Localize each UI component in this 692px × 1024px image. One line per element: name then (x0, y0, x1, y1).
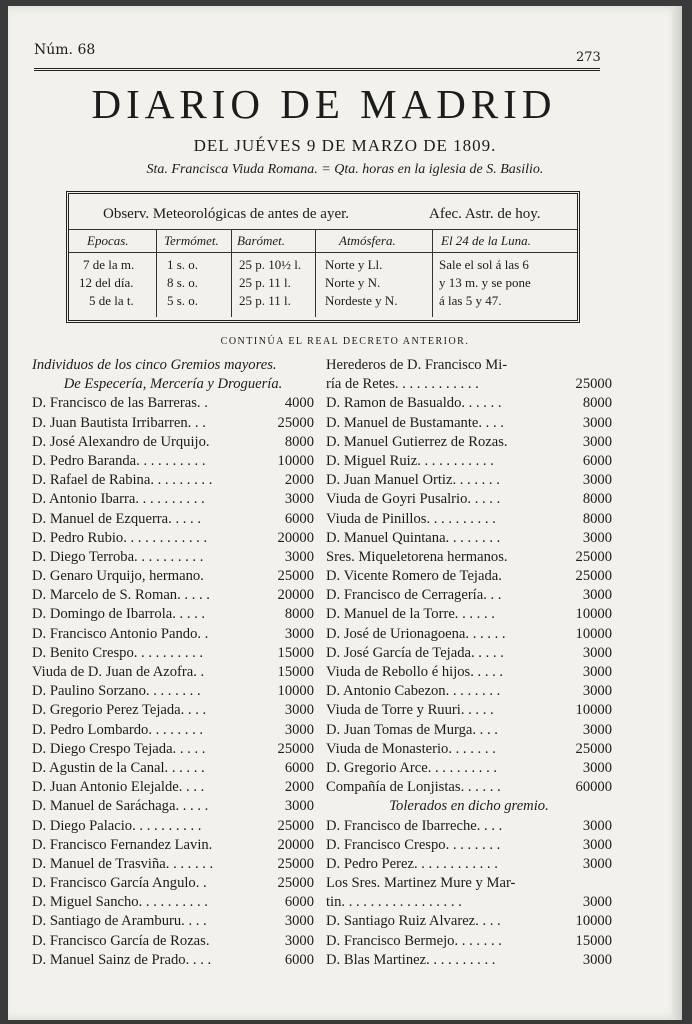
entry-name: D. Pedro Perez. . . . . . . . . . . . (326, 855, 498, 872)
entry-name: D. Ramon de Basualdo. . . . . . (326, 395, 502, 412)
entry-amount: 3000 (284, 548, 314, 565)
entry-name: tin. . . . . . . . . . . . . . . . . (326, 894, 462, 911)
entry-name: D. Manuel Gutierrez de Rozas. (326, 433, 508, 450)
entry-amount: 25000 (277, 817, 314, 834)
entry-name: Individuos de los cinco Gremios mayores. (32, 357, 277, 373)
list-item (326, 663, 612, 682)
entry-amount: 10000 (575, 606, 612, 623)
entry-amount: 25000 (277, 568, 314, 585)
list-item (326, 951, 612, 970)
entry-name: D. Miguel Sancho. . . . . . . . . . (32, 894, 208, 911)
atm-cell: Nordeste y N. (325, 293, 398, 308)
epoca-cell: 7 de la m. (83, 257, 135, 272)
page-number: 273 (576, 50, 601, 65)
entry-name: D. Rafael de Rabina. . . . . . . . . (32, 472, 213, 489)
entry-name: Viuda de D. Juan de Azofra. . (32, 664, 205, 680)
list-item (32, 893, 314, 912)
entry-amount: 25000 (277, 855, 314, 872)
entry-name: ría de Retes. . . . . . . . . . . . (326, 376, 479, 393)
entry-name: Los Sres. Martinez Mure y Mar- (326, 875, 516, 892)
entry-name: D. Manuel de Saráchaga. . . . . (32, 798, 209, 815)
entry-name: D. Francisco Bermejo. . . . . . . (326, 932, 502, 949)
list-item (326, 471, 612, 490)
entry-amount: 20000 (277, 529, 314, 546)
header-rule (34, 68, 600, 71)
entry-amount: 10000 (575, 913, 612, 930)
entry-name: D. Francisco de Cerragería. . . (326, 587, 502, 604)
list-item (326, 797, 612, 816)
list-item (326, 778, 612, 797)
list-item (326, 759, 612, 778)
entry-name: D. Benito Crespo. . . . . . . . . . (32, 644, 204, 661)
entry-amount: 10000 (277, 452, 314, 469)
entry-name: D. Diego Palacio. . . . . . . . . . (32, 817, 202, 834)
entry-name: D. Manuel de la Torre. . . . . . (326, 606, 495, 623)
entry-name: D. Francisco Antonio Pando. . (32, 625, 209, 642)
page-edge (672, 6, 682, 1020)
entry-name: Compañía de Lonjistas. . . . . . (326, 779, 501, 796)
entry-amount: 3000 (582, 855, 612, 872)
masthead-title: DIARIO DE MADRID (91, 81, 557, 127)
entry-name: D. Vicente Romero de Tejada. (326, 568, 502, 585)
entry-amount: 25000 (277, 414, 314, 431)
list-item (326, 932, 612, 951)
entry-name: D. Manuel Sainz de Prado. . . . (32, 951, 212, 968)
saint-of-day: Sta. Francisca Viuda Romana. = Qta. horas en la iglesia de S. Basilio. (146, 162, 544, 177)
atm-cell: Norte y N. (325, 275, 381, 290)
list-item (32, 721, 314, 740)
entry-name: D. Manuel de Bustamante. . . . (326, 414, 504, 431)
entry-name: D. Miguel Ruiz. . . . . . . . . . . (326, 452, 494, 469)
entry-amount: 20000 (277, 587, 314, 604)
entry-amount: 6000 (284, 759, 314, 776)
divider (69, 229, 577, 230)
list-item (326, 567, 612, 586)
epoca-cell: 5 de la t. (89, 293, 134, 308)
entry-amount: 3000 (582, 664, 612, 680)
list-item (326, 874, 612, 893)
entry-amount: 8000 (582, 510, 612, 527)
luna-line: Sale el sol á las 6 (439, 257, 529, 272)
list-item (32, 951, 314, 970)
entry-name: D. Paulino Sorzano. . . . . . . . (32, 683, 201, 700)
entry-name: D. Pedro Lombardo. . . . . . . . (32, 721, 204, 738)
list-item (326, 394, 612, 413)
entry-name: Sres. Miqueletorena hermanos. (326, 548, 508, 565)
col-baromet: Barómet. (237, 233, 286, 248)
entry-name: D. Antonio Ibarra. . . . . . . . . . (32, 491, 205, 508)
col-atmosfera: Atmósfera. (339, 233, 396, 248)
list-item (326, 586, 612, 605)
entry-amount: 6000 (284, 894, 314, 911)
list-item (32, 375, 314, 394)
left-column (32, 356, 314, 970)
list-item (32, 452, 314, 471)
entry-amount: 3000 (582, 644, 612, 661)
list-item (326, 375, 612, 394)
entry-name: D. Manuel de Ezquerra. . . . . (32, 510, 201, 527)
list-item (32, 605, 314, 624)
entry-name: D. Domingo de Ibarrola. . . . . (32, 606, 206, 623)
entry-amount: 15000 (575, 932, 612, 949)
entry-amount: 3000 (582, 951, 612, 968)
list-item (32, 567, 314, 586)
list-item (326, 912, 612, 931)
col-luna: El 24 de la Luna. (441, 233, 531, 248)
entry-amount: 2000 (284, 779, 314, 796)
list-item (32, 471, 314, 490)
atm-cell: Norte y Ll. (325, 257, 383, 272)
entry-amount: 3000 (284, 702, 314, 719)
entry-amount: 8000 (284, 606, 314, 623)
entry-name: D. Francisco de Ibarreche. . . . (326, 817, 503, 834)
entry-amount: 3000 (582, 433, 612, 450)
entry-name: D. Gregorio Perez Tejada. . . . (32, 702, 207, 719)
entry-name: D. Agustin de la Canal. . . . . . (32, 759, 205, 776)
entry-name: D. Diego Crespo Tejada. . . . . (32, 740, 206, 757)
entry-name: D. Francisco Crespo. . . . . . . . (326, 836, 501, 853)
weather-table (66, 191, 580, 323)
list-item (32, 740, 314, 759)
entry-amount: 3000 (284, 913, 314, 930)
list-item (32, 778, 314, 797)
list-item (32, 548, 314, 567)
entry-amount: 10000 (575, 625, 612, 642)
list-item (32, 932, 314, 951)
baro-cell: 25 p. 11 l. (239, 275, 291, 290)
baro-cell: 25 p. 11 l. (239, 293, 291, 308)
list-item (32, 625, 314, 644)
entry-amount: 3000 (284, 721, 314, 738)
astro-heading: Afec. Astr. de hoy. (429, 206, 541, 222)
list-item (32, 912, 314, 931)
divider (231, 229, 232, 317)
list-item (32, 586, 314, 605)
entry-name: D. Juan Tomas de Murga. . . . (326, 721, 498, 738)
entry-amount: 3000 (582, 683, 612, 700)
entry-name: D. Francisco de las Barreras. . (32, 395, 208, 412)
entry-amount: 3000 (582, 529, 612, 546)
epoca-cell: 12 del día. (79, 275, 134, 290)
entry-name: Herederos de D. Francisco Mi- (326, 357, 508, 373)
entry-name: Viuda de Goyri Pusalrio. . . . . (326, 491, 501, 508)
divider (432, 229, 433, 317)
list-item (326, 414, 612, 433)
entry-amount: 60000 (575, 779, 612, 796)
divider (69, 252, 577, 253)
entry-amount: 8000 (284, 433, 314, 450)
baro-cell: 25 p. 10½ l. (239, 257, 302, 272)
list-item (32, 529, 314, 548)
list-item (32, 836, 314, 855)
entry-name: D. Santiago de Aramburu. . . . (32, 913, 207, 930)
entry-name: D. Juan Manuel Ortiz. . . . . . . (326, 472, 500, 489)
entry-amount: 25000 (575, 548, 612, 565)
list-item (32, 394, 314, 413)
entry-amount: 2000 (284, 472, 314, 489)
entry-amount: 3000 (284, 798, 314, 815)
entry-name: D. Blas Martinez. . . . . . . . . . (326, 951, 496, 968)
entry-name: De Especería, Mercería y Droguería. (63, 376, 283, 393)
list-item (326, 510, 612, 529)
entry-name: D. Gregorio Arce. . . . . . . . . . (326, 759, 498, 776)
list-item (32, 701, 314, 720)
entry-name: D. José Alexandro de Urquijo. (32, 433, 210, 450)
entry-name: D. Marcelo de S. Roman. . . . . (32, 587, 210, 604)
list-item (32, 682, 314, 701)
entry-amount: 3000 (582, 721, 612, 738)
entry-amount: 3000 (284, 625, 314, 642)
list-item (32, 797, 314, 816)
entry-name: D. Francisco García de Rozas. (32, 932, 210, 949)
list-item (32, 510, 314, 529)
list-item (32, 356, 314, 375)
entry-name: Viuda de Rebollo é hijos. . . . . (326, 664, 504, 680)
entry-name: Viuda de Monasterio. . . . . . . (326, 740, 496, 757)
list-item (326, 682, 612, 701)
list-item (32, 817, 314, 836)
list-item (326, 836, 612, 855)
list-item (326, 721, 612, 740)
entry-amount: 10000 (277, 683, 314, 700)
issue-date: DEL JUÉVES 9 DE MARZO DE 1809. (193, 136, 497, 155)
entry-amount: 6000 (582, 452, 612, 469)
entry-amount: 4000 (284, 395, 314, 412)
entry-amount: 3000 (582, 836, 612, 853)
entry-amount: 3000 (582, 894, 612, 911)
entry-name: D. Santiago Ruiz Alvarez. . . . (326, 913, 501, 930)
divider (156, 229, 157, 317)
list-item (326, 740, 612, 759)
entry-name: D. Manuel Quintana. . . . . . . . (326, 529, 501, 546)
term-cell: 8 s. o. (167, 275, 199, 290)
list-item (32, 644, 314, 663)
entry-name: D. Juan Bautista Irribarren. . . (32, 414, 206, 431)
entry-name: D. Genaro Urquijo, hermano. (32, 568, 204, 585)
entry-amount: 3000 (284, 491, 314, 508)
entry-name: D. Juan Antonio Elejalde. . . . (32, 779, 205, 796)
list-item (32, 433, 314, 452)
right-column (326, 356, 612, 970)
list-item (326, 605, 612, 624)
entry-amount: 6000 (284, 510, 314, 527)
list-item (32, 759, 314, 778)
list-item (32, 874, 314, 893)
list-item (32, 663, 314, 682)
entry-name: Viuda de Pinillos. . . . . . . . . . (326, 510, 496, 527)
entry-amount: 3000 (582, 587, 612, 604)
entry-name: D. Antonio Cabezon. . . . . . . . (326, 683, 501, 700)
issue-number: Núm. 68 (34, 42, 96, 58)
entry-amount: 20000 (277, 836, 314, 853)
list-item (326, 817, 612, 836)
entry-name: D. Manuel de Trasviña. . . . . . . (32, 855, 214, 872)
list-item (326, 452, 612, 471)
decree-heading: CONTINÚA EL REAL DECRETO ANTERIOR. (220, 336, 470, 347)
luna-line: á las 5 y 47. (439, 293, 502, 308)
list-item (326, 529, 612, 548)
luna-line: y 13 m. y se pone (439, 275, 531, 290)
col-termomet: Termómet. (164, 233, 219, 248)
list-item (326, 701, 612, 720)
entry-amount: 15000 (277, 664, 314, 680)
entry-amount: 3000 (582, 472, 612, 489)
list-item (326, 644, 612, 663)
list-item (326, 433, 612, 452)
entry-amount: 3000 (284, 932, 314, 949)
list-item (32, 414, 314, 433)
term-cell: 5 s. o. (167, 293, 199, 308)
entry-amount: 8000 (582, 395, 612, 412)
entry-amount: 10000 (575, 702, 612, 719)
entry-name: D. Pedro Baranda. . . . . . . . . . (32, 452, 206, 469)
entry-name: D. Diego Terroba. . . . . . . . . . (32, 548, 204, 565)
entry-name: D. Pedro Rubio. . . . . . . . . . . . (32, 529, 208, 546)
list-item (326, 625, 612, 644)
col-epocas: Epocas. (87, 233, 129, 248)
entry-amount: 15000 (277, 644, 314, 661)
entry-name: D. José García de Tejada. . . . . (326, 644, 504, 661)
weather-heading: Observ. Meteorológicas de antes de ayer. (103, 206, 350, 222)
entry-amount: 6000 (284, 951, 314, 968)
entry-amount: 25000 (277, 740, 314, 757)
entry-amount: 25000 (277, 875, 314, 892)
term-cell: 1 s. o. (167, 257, 199, 272)
entry-amount: 3000 (582, 759, 612, 776)
entry-amount: 8000 (582, 491, 612, 508)
list-item (326, 356, 612, 375)
list-item (32, 490, 314, 509)
entry-amount: 3000 (582, 817, 612, 834)
list-item (32, 855, 314, 874)
entry-amount: 3000 (582, 414, 612, 431)
list-item (326, 855, 612, 874)
entry-name: D. José de Urionagoena. . . . . . (326, 625, 506, 642)
entry-name: Viuda de Torre y Ruuri. . . . . (326, 702, 494, 719)
entry-name: D. Francisco Fernandez Lavin. (32, 836, 213, 853)
entry-amount: 25000 (575, 568, 612, 585)
newspaper-page (8, 6, 682, 1020)
entry-name: D. Francisco García Angulo. . (32, 875, 207, 892)
divider (315, 229, 316, 317)
list-item (326, 548, 612, 567)
entry-name: Tolerados en dicho gremio. (389, 798, 549, 815)
entry-amount: 25000 (575, 740, 612, 757)
entry-amount: 25000 (575, 376, 612, 393)
list-item (326, 893, 612, 912)
list-item (326, 490, 612, 509)
